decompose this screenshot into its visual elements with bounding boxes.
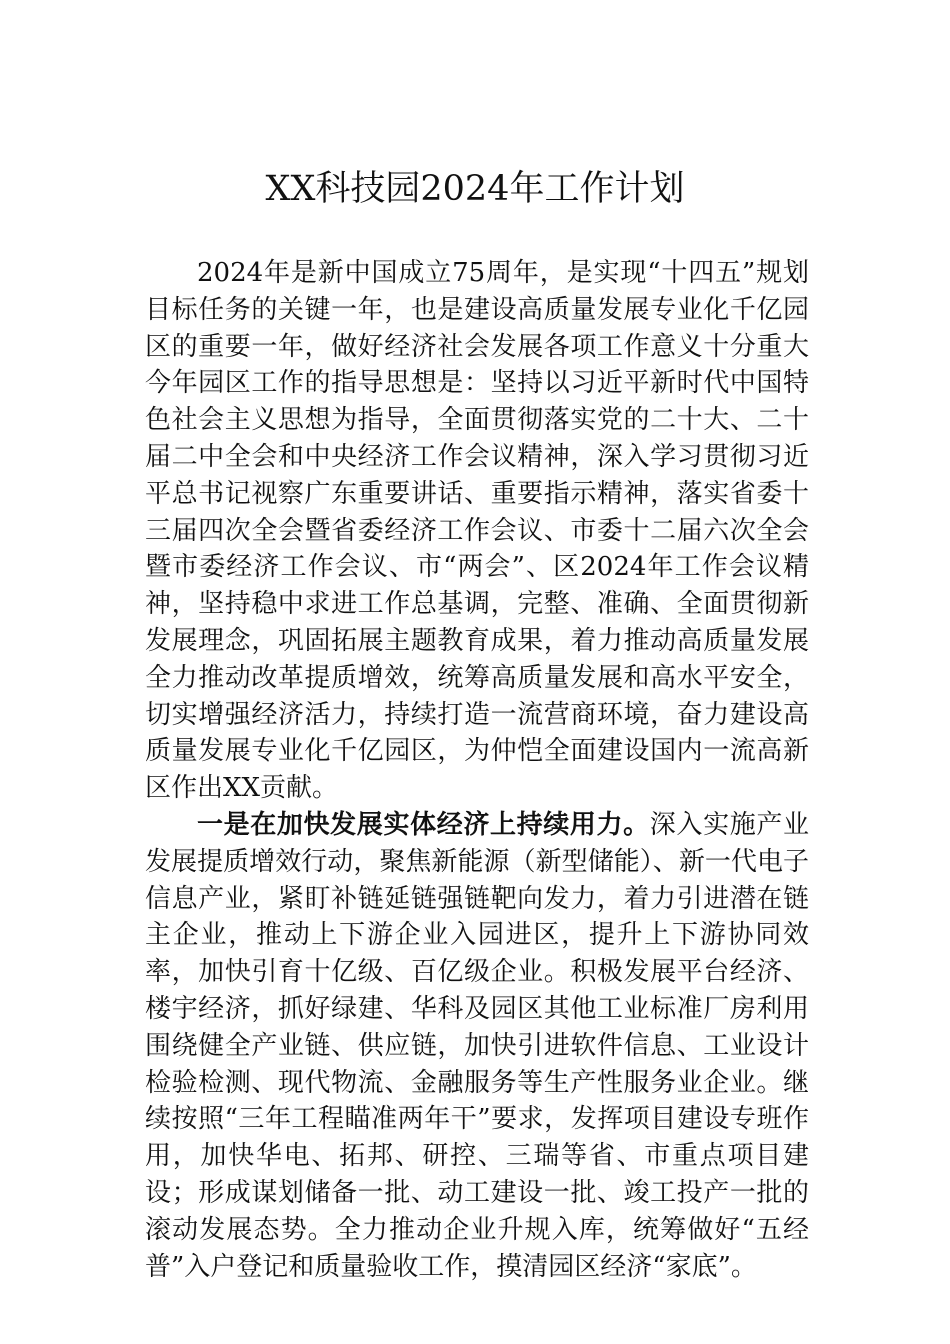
paragraph-point-one — [145, 807, 809, 1285]
document-title: XX科技园2024年工作计划 — [265, 169, 685, 209]
document-body — [145, 255, 809, 1285]
paragraph-lead-heading: 一是在加快发展实体经济上持续用力。 — [197, 809, 650, 840]
paragraph-intro: 2024年是新中国成立75周年，是实现“十四五”规划目标任务的关键一年，也是建设高质量发展专业化千亿园区的重要一年，做好经济社会发展各项工作意义十分重大今年园区工作的指导思想是：坚持以习近平新时代中国特色社会主义思想为指导，全面贯彻落实党的二十大、二十届二中全会和中央经济工作会议精神，深入学习贯彻习近平总书记视察广东重要讲话、重要指示精神，落实省委十三届四次全会暨省委经济工作会议、市委十二届六次全会暨市委经济工作会议、市“两会”、区2024年工作会议精神，坚持稳中求进工作总基调，完整、准确、全面贯彻新发展理念，巩固拓展主题教育成果，着力推动高质量发展全力推动改革提质增效，统筹高质量发展和高水平安全，切实增强经济活力，持续打造一流营商环境，奋力建设高质量发展专业化千亿园区，为仲恺全面建设国内一流高新区作出XX贡献。 — [145, 258, 809, 804]
paragraph-point-one-body: 深入实施产业发展提质增效行动，聚焦新能源（新型储能）、新一代电子信息产业，紧盯补链延链强链靶向发力，着力引进潜在链主企业，推动上下游企业入园进区，提升上下游协同效率，加快引育十亿级、百亿级企业。积极发展平台经济、楼宇经济，抓好绿建、华科及园区其他工业标准厂房利用围绕健全产业链、供应链，加快引进软件信息、工业设计检验检测、现代物流、金融服务等生产性服务业企业。继续按照“三年工程瞄准两年干”要求，发挥项目建设专班作用，加快华电、拓邦、研控、三瑞等省、市重点项目建设；形成谋划储备一批、动工建设一批、竣工投产一批的滚动发展态势。全力推动企业升规入库，统筹做好“五经普”入户登记和质量验收工作，摸清园区经济“家底”。 — [145, 809, 809, 1282]
